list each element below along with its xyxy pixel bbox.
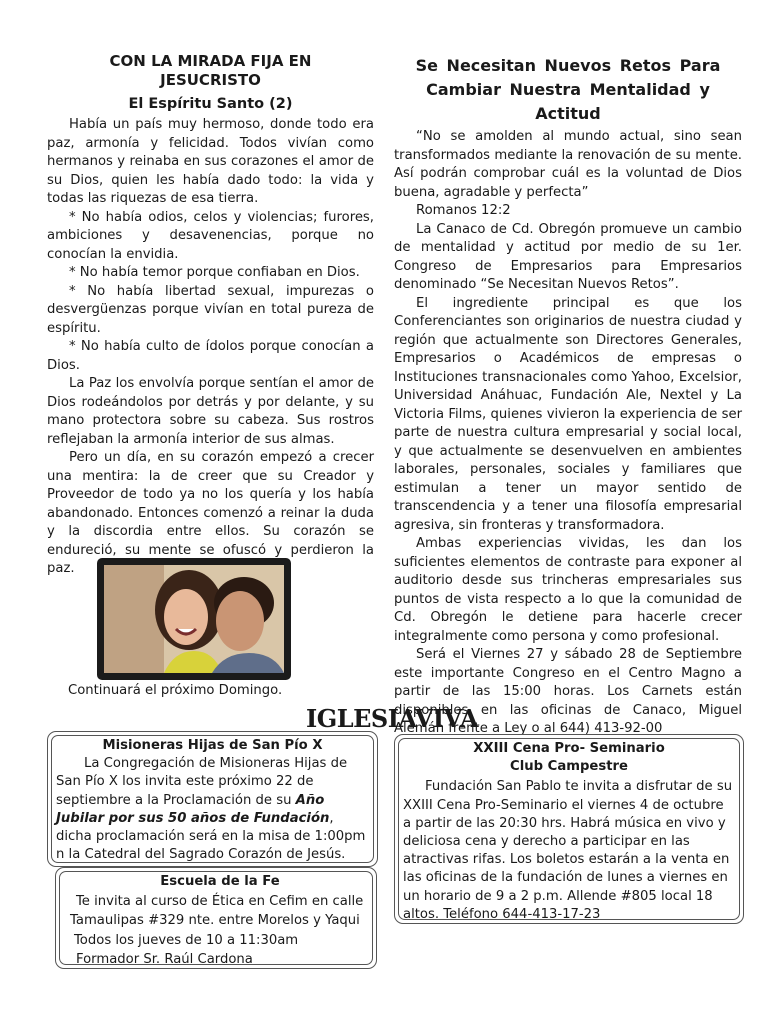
right-paragraph-1: La Canaco de Cd. Obregón promueve un cambio de mentalidad y actitud por medio de su 1er. Congreso de Empresarios para Empresarios denominado “Se Necesitan Nuevos Retos”. bbox=[394, 221, 742, 292]
continues-note: Continuará el próximo Domingo. bbox=[68, 683, 283, 698]
right-quote-ref: Romanos 12:2 bbox=[416, 203, 511, 218]
right-paragraph-3: Ambas experiencias vividas, les dan los suficientes elementos de contraste para exponer al auditorio desde sus trincheras empresariales sus puntos de vista respecto a lo que la comunidad de Cd. Obregón le detiene para hacerle crecer integralmente como persona y como profesional. bbox=[394, 536, 742, 644]
left-article-subtitle: El Espíritu Santo (2) bbox=[128, 96, 293, 112]
left-paragraph-1: Había un país muy hermoso, donde todo era paz, armonía y felicidad. Todos vivían como hermanos y reinaba en sus corazones el amor de su Dios, quien les había dado todo: la vida y todas las riquezas de esa tierra. bbox=[47, 117, 374, 206]
couple-photo-frame bbox=[97, 558, 291, 680]
left-paragraph-7: Pero un día, en su corazón empezó a crecer una mentira: la de creer que su Creador y Proveedor de todo ya no los quería y los había abandonado. Entonces comenzó a reinar la duda y la discordia entre ellos. Su corazón se endureció, su mente se ofuscó y perdieron la paz. bbox=[47, 450, 374, 576]
right-paragraph-4: Será el Viernes 27 y sábado 28 de Septiembre este importante Congreso en el Centro Magno a partir de las 15:00 horas. Los Carnets están disponibles en las oficinas de Canaco, Miguel Alemán frente a Ley o al 644) 413-92-00 bbox=[394, 647, 742, 736]
right-paragraph-2: El ingrediente principal es que los Conferenciantes son originarios de nuestra ciudad y región que actualmente son Directores Generales, Empresarios o Académicos de empresas o Instituciones transnacionales como Yahoo, Excelsior, Universidad Anáhuac, Fundación Ale, Nextel y La Victoria Films, quienes vivieron la experiencia de ser parte de nuestra cultura empresarial y social local, y que actualmente se desenvuelven en ambientes laborales, personales, sociales y familiares que estimulan a tener un mayor sentido de transcendencia y a tener una filosofía empresarial agresiva, sin fronteras y transformadora. bbox=[394, 295, 742, 533]
left-paragraph-5: * No había culto de ídolos porque conocían a Dios. bbox=[47, 339, 374, 373]
box-escuela bbox=[55, 867, 377, 969]
left-paragraph-2: * No había odios, celos y violencias; furores, ambiciones y desavenencias, porque no conocían la envidia. bbox=[47, 209, 374, 262]
box-misioneras-text-before: La Congregación de Misioneras Hijas de San Pío X los invita este próximo 22 de septiembre a la Proclamación de su bbox=[56, 756, 348, 808]
right-article bbox=[394, 54, 742, 739]
box-misioneras-content bbox=[56, 737, 369, 864]
section-title: IGLESIAVIVA bbox=[305, 704, 479, 733]
right-quote: “No se amolden al mundo actual, sino sean transformados mediante la renovación de su mente. Así podrán comprobar cuál es la voluntad de Dios buena, agradable y perfecta” bbox=[394, 129, 742, 200]
box-escuela-content bbox=[70, 872, 370, 970]
couple-photo bbox=[104, 565, 284, 673]
right-article-title-line1: Se Necesitan Nuevos Retos Para bbox=[415, 56, 721, 75]
box-misioneras-text-emphasis: Año Jubilar por sus 50 años de Fundación bbox=[56, 792, 330, 826]
box-escuela-line3: Todos los jueves de 10 a 11:30am bbox=[74, 932, 299, 948]
box-escuela-title: Escuela de la Fe bbox=[160, 874, 280, 889]
box-cena bbox=[394, 734, 744, 924]
box-cena-title-line1: XXIII Cena Pro- Seminario bbox=[473, 741, 665, 756]
box-cena-title-line2: Club Campestre bbox=[510, 759, 628, 775]
box-misioneras bbox=[47, 731, 378, 867]
box-escuela-line2: Tamaulipas #329 nte. entre Morelos y Yaqui bbox=[70, 913, 360, 928]
left-paragraph-6: La Paz los envolvía porque sentían el amor de Dios rodeándolos por detrás y por delante, y su mano protectora sobre su cabeza. Sus rostros reflejaban la armonía interior de sus almas. bbox=[47, 376, 374, 447]
left-paragraph-3: * No había temor porque confiaban en Dios. bbox=[69, 265, 360, 280]
left-article-title-line2: JESUCRISTO bbox=[160, 71, 261, 89]
left-article-title-line1: CON LA MIRADA FIJA EN bbox=[109, 52, 312, 70]
box-misioneras-text bbox=[56, 755, 369, 864]
box-escuela-line4: Formador Sr. Raúl Cardona bbox=[76, 952, 253, 967]
box-misioneras-text-after: , dicha proclamación será en la misa de 1:00pm n la Catedral del Sagrado Corazón de Jesús. bbox=[56, 810, 366, 863]
box-cena-content bbox=[403, 740, 735, 924]
right-article-title-line2: Cambiar Nuestra Mentalidad y Actitud bbox=[426, 80, 710, 123]
couple-illustration bbox=[104, 565, 284, 673]
box-cena-text: Fundación San Pablo te invita a disfrutar de su XXIII Cena Pro-Seminario el viernes 4 de octubre a partir de las 20:30 hrs. Habrá música en vivo y deliciosa cena y derecho a participar en las atractivas rifas. Los boletos estarán a la venta en las oficinas de la fundación de lunes a viernes en un horario de 9 a 2 p.m. Allende #805 local 18 altos. Teléfono 644-413-17-23 bbox=[403, 779, 733, 922]
left-paragraph-4: * No había libertad sexual, impurezas o desvergüenzas porque vivían en total pureza de espíritu. bbox=[47, 283, 374, 336]
left-article bbox=[47, 52, 374, 579]
box-misioneras-title: Misioneras Hijas de San Pío X bbox=[102, 738, 323, 753]
box-escuela-line1: Te invita al curso de Ética en Cefim en calle bbox=[76, 893, 364, 909]
